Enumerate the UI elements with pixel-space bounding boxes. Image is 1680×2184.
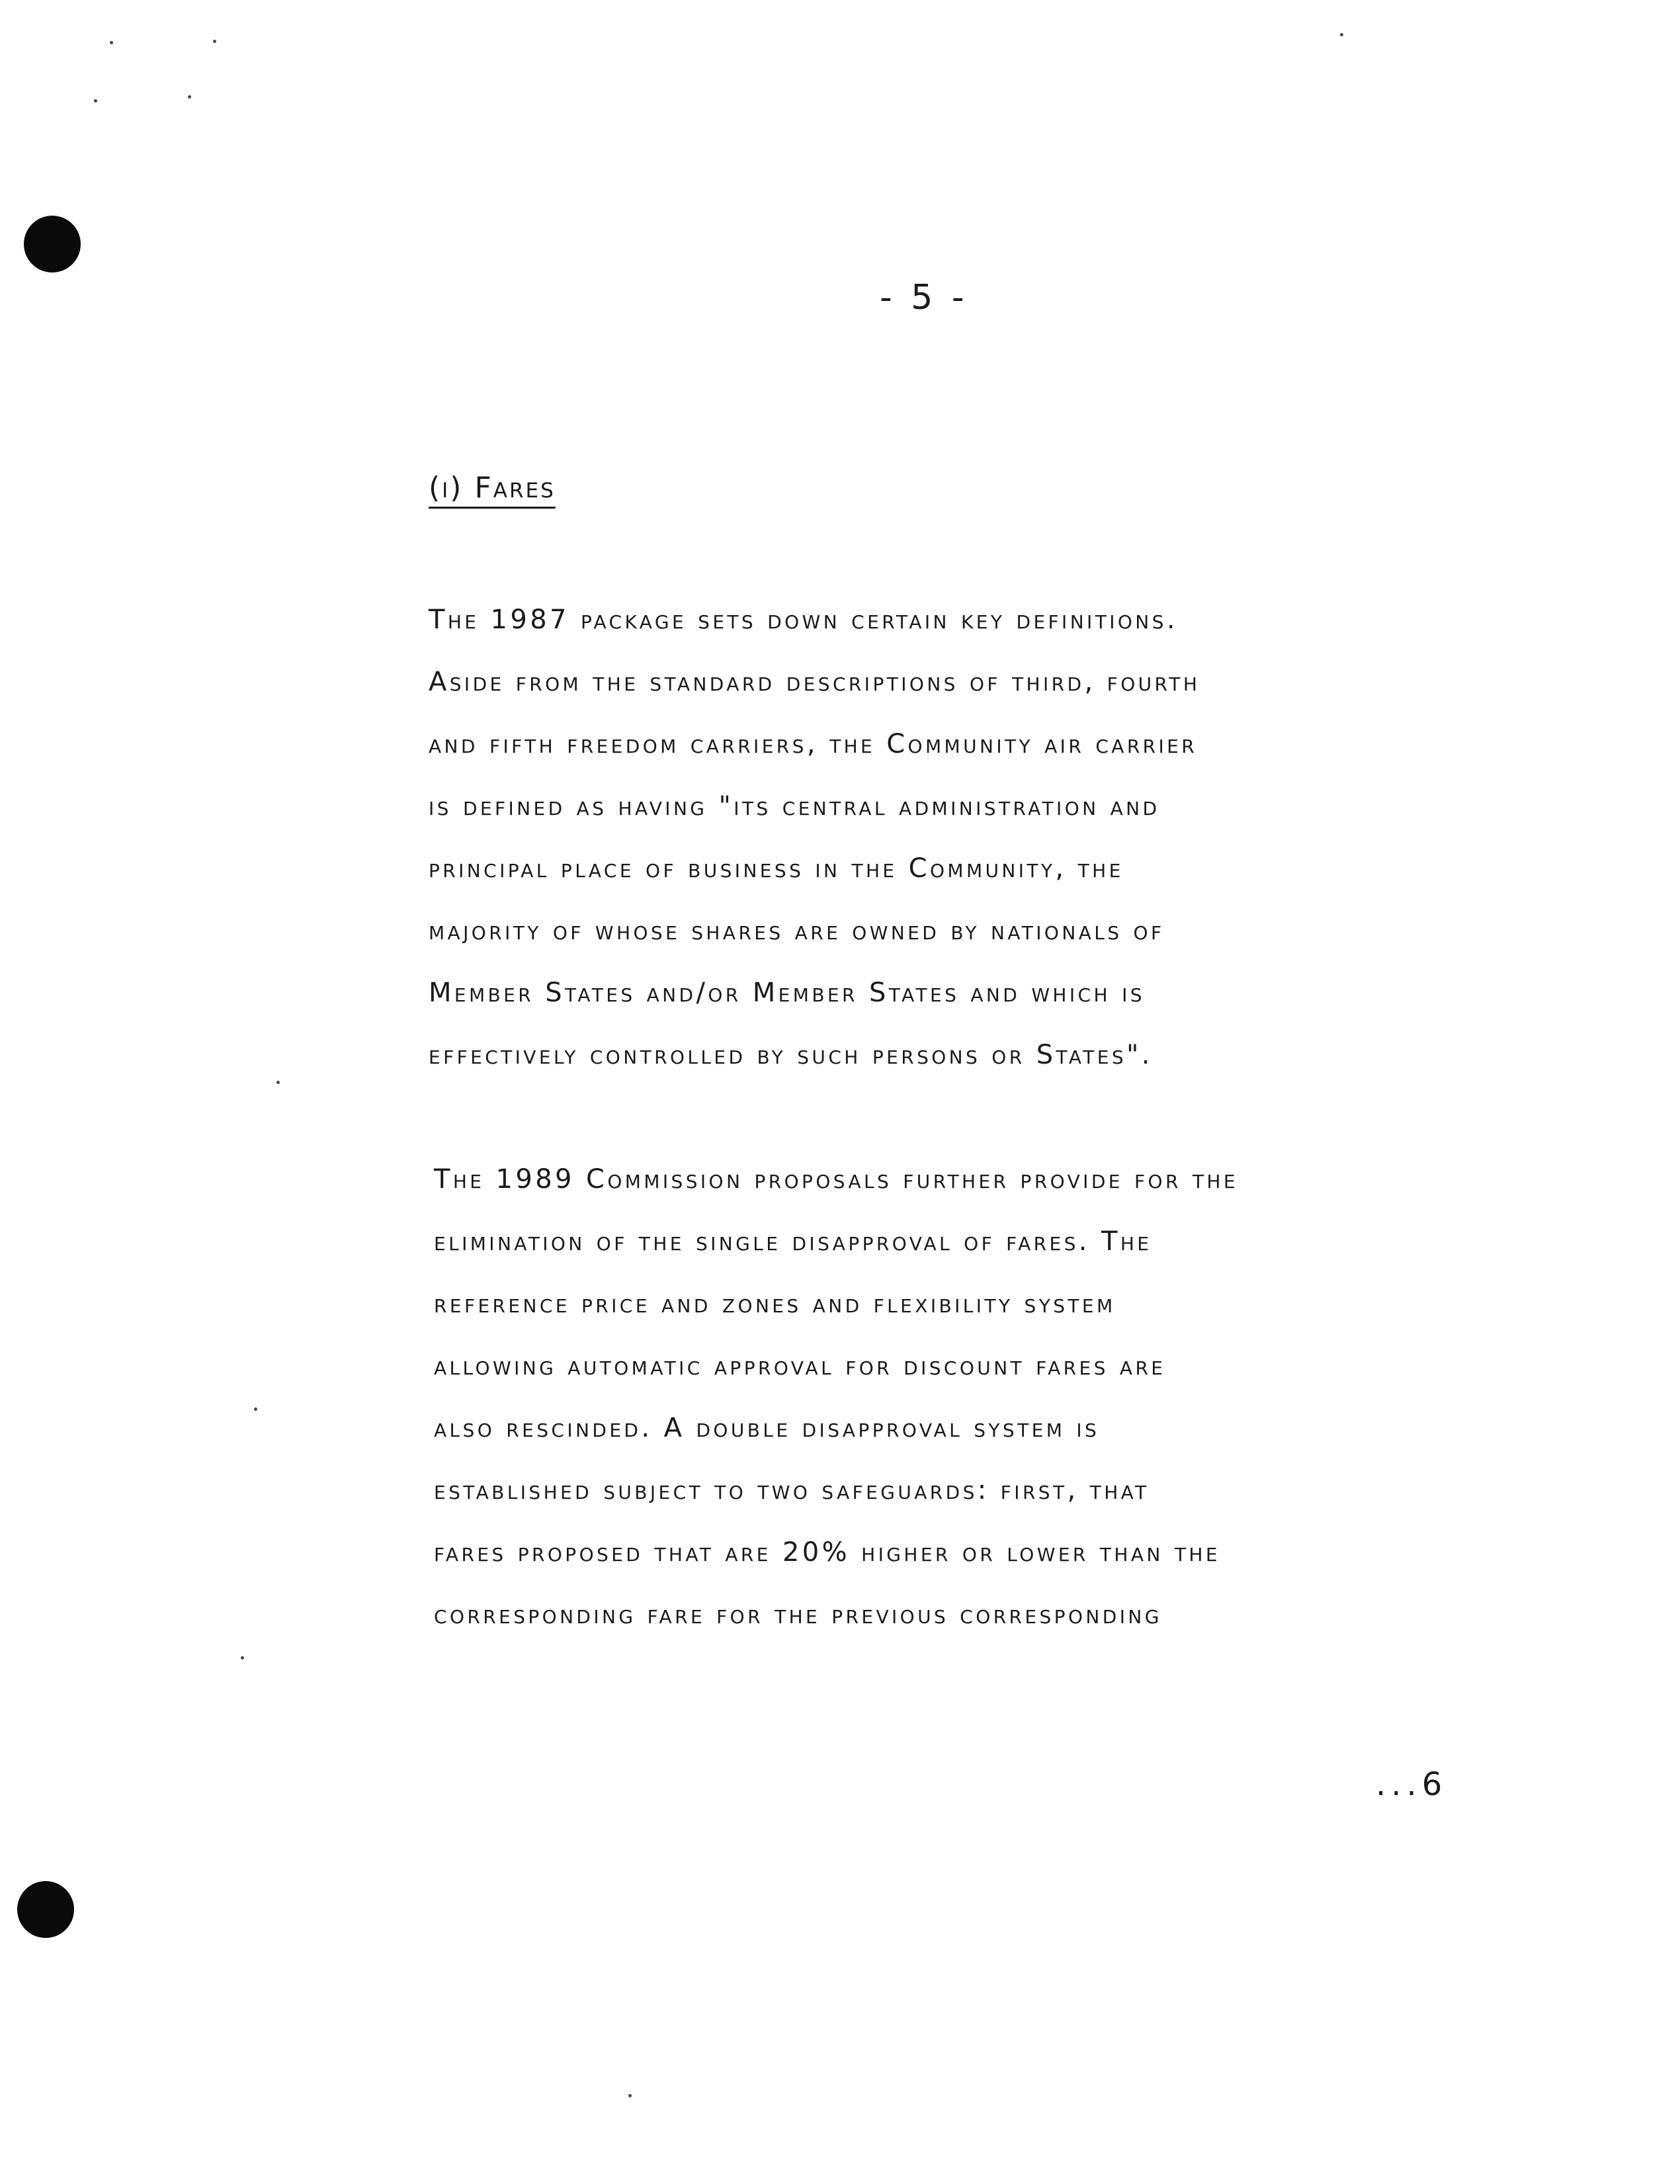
text-line: also rescinded. A double disapproval system is: [434, 1413, 1100, 1443]
text-line: Member States and/or Member States and which is: [429, 978, 1145, 1008]
scan-speck: [241, 1656, 244, 1659]
scan-speck: [213, 40, 216, 43]
text-line: established subject to two safeguards: first, that: [434, 1475, 1150, 1505]
text-line: fares proposed that are 20% higher or lower than the: [434, 1537, 1220, 1568]
punch-hole-bottom: [17, 1881, 74, 1938]
text-line: principal place of business in the Community, the: [429, 853, 1124, 884]
paragraph-definitions: [429, 589, 1200, 1086]
text-line: Aside from the standard descriptions of third, fourth: [429, 667, 1200, 697]
scan-speck: [110, 41, 113, 44]
scan-speck: [628, 2094, 632, 2097]
scan-speck: [276, 1081, 280, 1084]
scan-speck: [1340, 33, 1343, 36]
text-line: The 1987 package sets down certain key definitions.: [429, 605, 1178, 635]
scan-speck: [188, 95, 191, 99]
section-heading: (i) Fares: [429, 471, 556, 505]
paragraph-proposals: [434, 1148, 1238, 1646]
text-line: majority of whose shares are owned by nationals of: [429, 915, 1165, 946]
text-line: and fifth freedom carriers, the Community air carrier: [429, 729, 1198, 759]
page-number: - 5 -: [880, 278, 968, 317]
text-line: allowing automatic approval for discount fares are: [434, 1351, 1166, 1381]
text-line: is defined as having "its central administration and: [429, 791, 1160, 821]
continuation-marker: ...6: [1376, 1766, 1448, 1803]
punch-hole-top: [24, 216, 81, 273]
text-line: reference price and zones and flexibility system: [434, 1288, 1116, 1319]
text-line: effectively controlled by such persons or States".: [429, 1040, 1153, 1070]
scan-speck: [254, 1407, 257, 1411]
text-line: elimination of the single disapproval of fares. The: [434, 1226, 1152, 1257]
scan-speck: [94, 99, 97, 103]
text-line: The 1989 Commission proposals further provide for the: [434, 1164, 1238, 1195]
text-line: corresponding fare for the previous corresponding: [434, 1599, 1162, 1630]
